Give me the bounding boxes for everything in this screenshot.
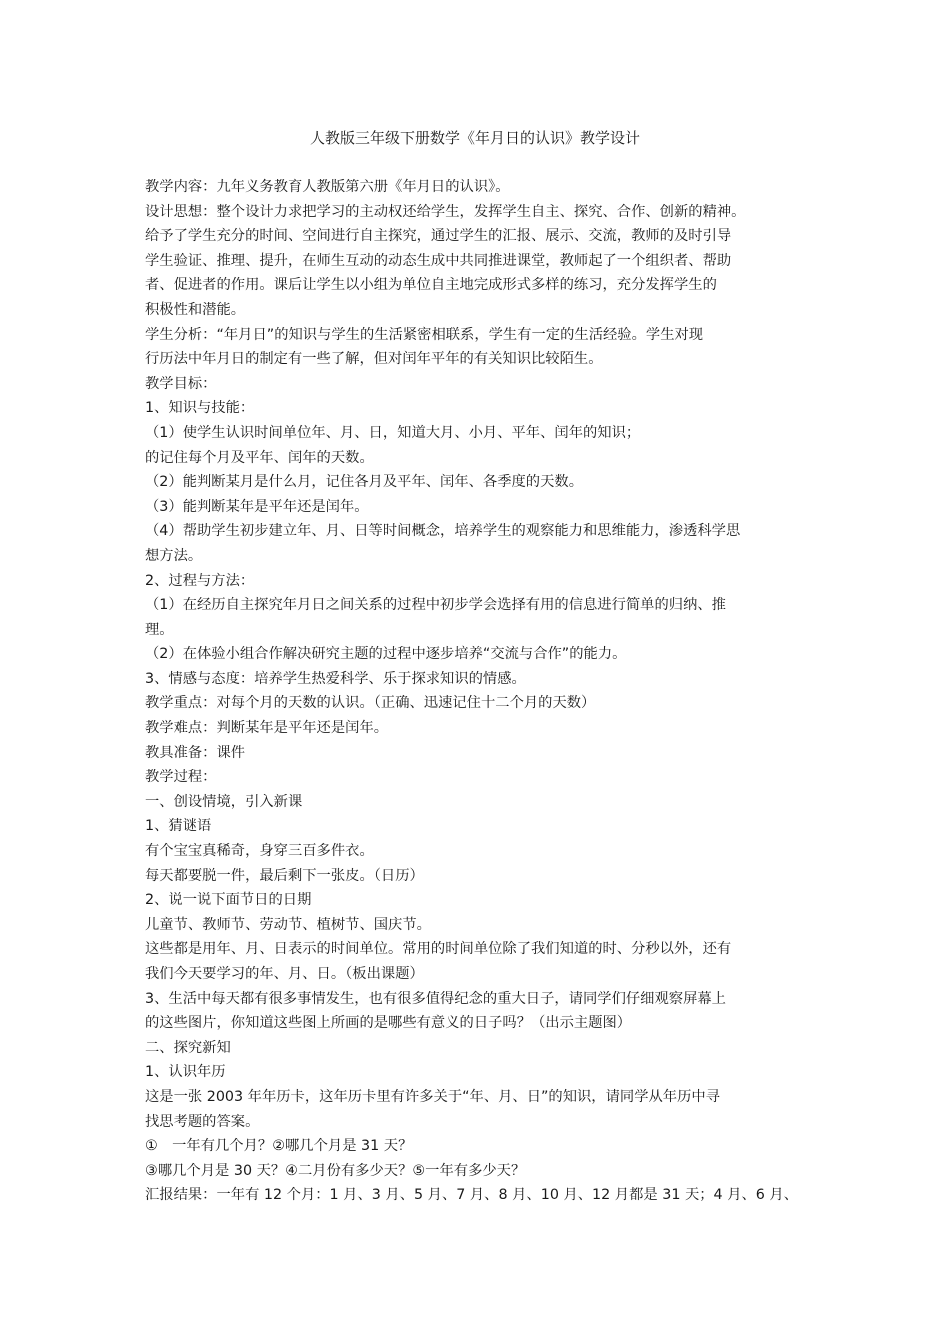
body-line: 教学内容：九年义务教育人教版第六册《年月日的认识》。 (145, 179, 510, 195)
body-line: 积极性和潜能。 (145, 301, 246, 318)
body-line: （3）能判断某年是平年还是闰年。 (145, 498, 369, 515)
body-line: （4）帮助学生初步建立年、月、日等时间概念，培养学生的观察能力和思维能力，渗透科学思 (145, 523, 741, 540)
body-line: 教学重点：对每个月的天数的认识。（正确、迅速记住十二个月的天数） (145, 695, 596, 712)
body-line: 给予了学生充分的时间、空间进行自主探究，通过学生的汇报、展示、交流，教师的及时引导 (145, 228, 732, 245)
body-line: 3、情感与态度：培养学生热爱科学、乐于探求知识的情感。 (145, 670, 526, 687)
body-line: 学生验证、推理、提升，在师生互动的动态生成中共同推进课堂，教师起了一个组织者、帮助 (145, 252, 732, 269)
document-title: 人教版三年级下册数学《年月日的认识》教学设计 (309, 129, 640, 147)
body-line: 教学过程： (145, 769, 217, 786)
body-line: 行历法中年月日的制定有一些了解，但对闰年平年的有关知识比较陌生。 (145, 351, 603, 368)
body-line: 2、说一说下面节日的日期 (145, 892, 312, 909)
body-line: 这些都是用年、月、日表示的时间单位。常用的时间单位除了我们知道的时、分秒以外，还有 (145, 941, 732, 958)
body-line: 学生分析：“年月日”的知识与学生的生活紧密相联系，学生有一定的生活经验。学生对现 (145, 326, 704, 343)
body-line: 者、促进者的作用。课后让学生以小组为单位自主地完成形式多样的练习，充分发挥学生的 (145, 277, 717, 294)
body-line: 汇报结果：一年有 12 个月：1 月、3 月、5 月、7 月、8 月、10 月、12 月都是 31 天；4 月、6 月、 (145, 1187, 799, 1204)
body-line: 的记住每个月及平年、闰年的天数。 (145, 449, 374, 466)
body-line: 1、猜谜语 (145, 818, 212, 835)
body-line: ③哪几个月是 30 天？④二月份有多少天？⑤一年有多少天？ (145, 1162, 526, 1179)
body-line: ① 一年有几个月？②哪几个月是 31 天？ (145, 1138, 413, 1155)
body-line: 理。 (145, 621, 174, 638)
document-body (145, 175, 815, 1208)
body-line: 儿童节、教师节、劳动节、植树节、国庆节。 (145, 916, 431, 933)
body-line: 的这些图片，你知道这些图上所画的是哪些有意义的日子吗？（出示主题图） (145, 1015, 632, 1032)
body-line: （2）能判断某月是什么月，记住各月及平年、闰年、各季度的天数。 (145, 474, 583, 491)
body-line: （2）在体验小组合作解决研究主题的过程中逐步培养“交流与合作”的能力。 (145, 646, 627, 663)
body-line: 教具准备：课件 (145, 744, 246, 761)
body-line: 我们今天要学习的年、月、日。（板出课题） (145, 966, 424, 982)
body-line: 1、认识年历 (145, 1064, 226, 1081)
body-line: 2、过程与方法： (145, 572, 255, 589)
body-line: 二、探究新知 (145, 1039, 231, 1056)
body-line: （1）在经历自主探究年月日之间关系的过程中初步学会选择有用的信息进行简单的归纳、推 (145, 597, 726, 614)
body-line: 找思考题的答案。 (145, 1113, 260, 1130)
body-line: 教学目标： (145, 375, 217, 392)
body-line: 这是一张 2003 年年历卡，这年历卡里有许多关于“年、月、日”的知识，请同学从年历中寻 (145, 1088, 720, 1105)
body-line: 1、知识与技能： (145, 400, 255, 417)
body-line: 想方法。 (145, 547, 203, 564)
body-line: 有个宝宝真稀奇，身穿三百多件衣。 (145, 843, 374, 860)
body-line: 教学难点：判断某年是平年还是闰年。 (145, 720, 389, 737)
body-line: 3、生活中每天都有很多事情发生，也有很多值得纪念的重大日子，请同学们仔细观察屏幕上 (145, 990, 726, 1007)
body-line: 设计思想：整个设计力求把学习的主动权还给学生，发挥学生自主、探究、合作、创新的精神。 (145, 203, 746, 220)
body-line: （1）使学生认识时间单位年、月、日，知道大月、小月、平年、闰年的知识； (145, 424, 641, 441)
body-line: 一、创设情境，引入新课 (145, 793, 303, 810)
body-line: 每天都要脱一件，最后剩下一张皮。（日历） (145, 867, 424, 884)
